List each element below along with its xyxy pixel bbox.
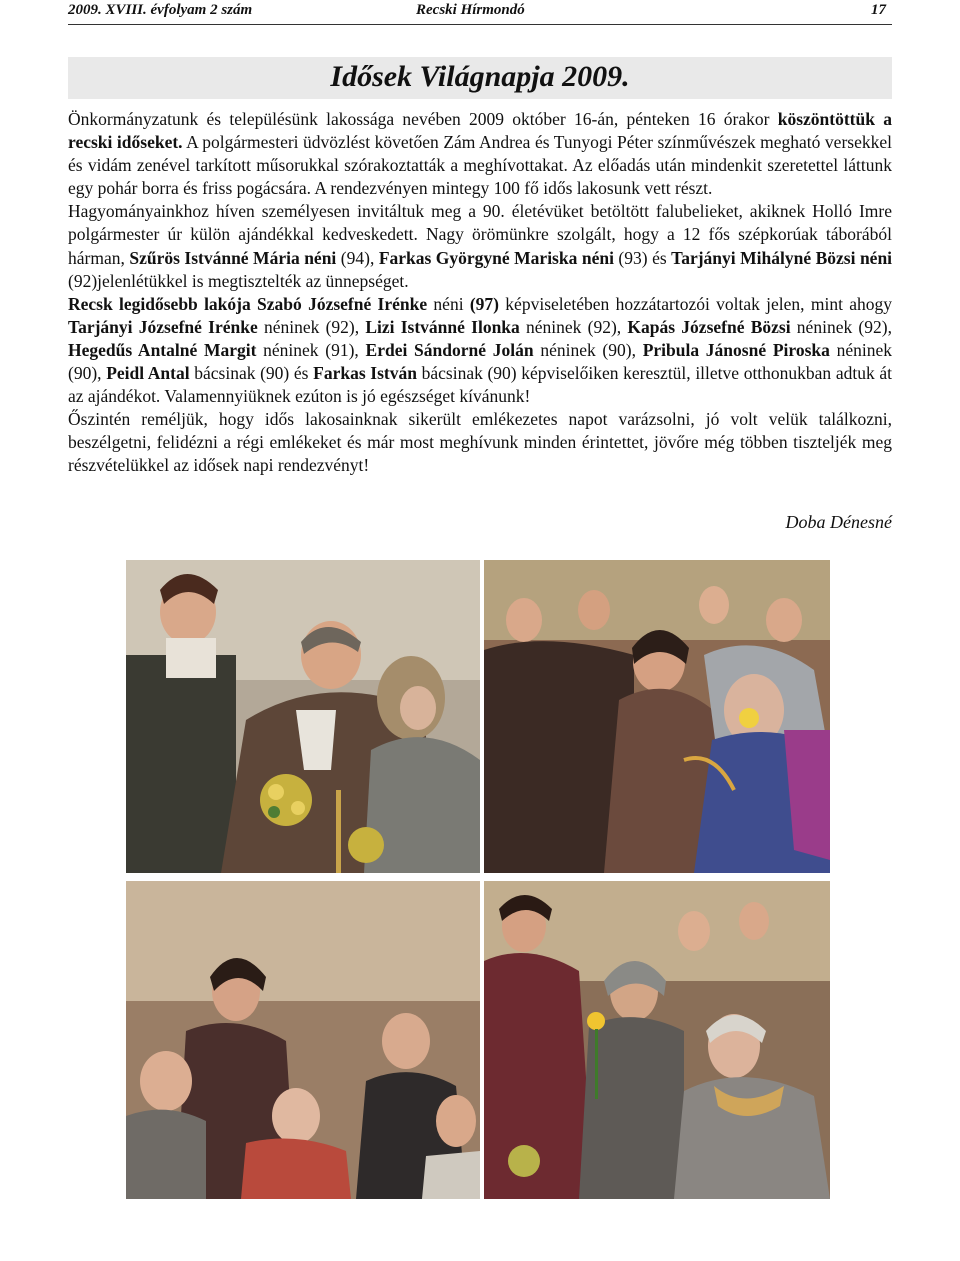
paragraph-text: bácsinak (90) és bbox=[189, 363, 314, 384]
photo-flower-gift bbox=[484, 560, 830, 873]
title-bar bbox=[68, 57, 892, 99]
bold-name-text: Peidl Antal bbox=[106, 363, 190, 384]
bold-name-text: Recsk legidősebb lakója Szabó Józsefné Irénke bbox=[68, 293, 428, 314]
paragraph-text: (94), bbox=[336, 247, 379, 268]
bold-name-text: Pribula Jánosné Piroska bbox=[642, 339, 830, 360]
page-header bbox=[68, 0, 892, 25]
article-body bbox=[68, 108, 892, 478]
newspaper-name: Recski Hírmondó bbox=[416, 2, 525, 18]
article-paragraph bbox=[68, 200, 892, 292]
paragraph-text: néninek (92), bbox=[519, 316, 628, 337]
article-title: Idősek Világnapja 2009. bbox=[330, 60, 630, 93]
article-paragraph bbox=[68, 108, 892, 200]
bold-name-text: Lizi Istvánné Ilonka bbox=[365, 316, 520, 337]
photo-mayor-greeting bbox=[126, 560, 480, 873]
bold-name-text: Farkas István bbox=[313, 363, 417, 384]
paragraph-text: néninek (92), bbox=[790, 316, 892, 337]
paragraph-text: néninek (92), bbox=[257, 316, 366, 337]
paragraph-text: Őszintén reméljük, hogy idős lakosainknak sikerült emlékezetes napot varázsolni, jó volt velük találkozni, beszélgetni, felidézni a régi emlékeket és már most meghívunk minden érintettet, jövőre még többen tiszteljék meg részvételükkel az idősek napi rendezvényt! bbox=[68, 409, 892, 476]
photo-audience bbox=[126, 881, 480, 1199]
paragraph-text: néninek (90), bbox=[533, 339, 643, 360]
issue-info: 2009. XVIII. évfolyam 2 szám bbox=[68, 2, 253, 18]
paragraph-text: (93) és bbox=[613, 247, 672, 268]
article-paragraph bbox=[68, 408, 892, 477]
paragraph-text: Önkormányzatunk és településünk lakossága nevében 2009 október 16-án, pénteken 16 órakor bbox=[68, 109, 778, 129]
photo-rose-gift bbox=[484, 881, 830, 1199]
paragraph-text: (92)jelenlétükkel is megtisztelték az ünnepséget. bbox=[68, 270, 409, 291]
paragraph-text: Hagyományainkhoz híven személyesen invitáltuk meg a 90. életévüket betöltött falubelieket, akiknek Holló Imre polgármester úr külön ajándékkal kedveskedett. Nagy örömünkre szolgált, hogy a 12 fős szépkorúak táborából hárman, bbox=[68, 201, 892, 268]
article-paragraph bbox=[68, 293, 892, 408]
paragraph-text: képviseletében hozzátartozói voltak jelen, mint ahogy bbox=[499, 293, 893, 314]
page-number: 17 bbox=[871, 2, 886, 18]
bold-name-text: Tarjányi Mihályné Bözsi néni bbox=[671, 247, 893, 268]
paragraph-text: A polgármesteri üdvözlést követően Zám Andrea és Tunyogi Péter színművészek megható versekkel és vidám zenével tarkított műsorukkal szórakoztatták a meghívottakat. Az előadás után mindenkit szeretettel láttunk egy pohár borra és friss pogácsára. A rendezvényen mintegy 100 fő idős lakosunk vett részt. bbox=[68, 132, 892, 199]
paragraph-text: néninek (91), bbox=[256, 339, 366, 360]
bold-name-text: Tarjányi Józsefné Irénke bbox=[68, 316, 258, 337]
bold-name-text: Kapás Józsefné Bözsi bbox=[627, 316, 791, 337]
paragraph-text: néni bbox=[427, 293, 470, 314]
bold-name-text: Hegedűs Antalné Margit bbox=[68, 339, 257, 360]
bold-name-text: Erdei Sándorné Jolán bbox=[365, 339, 534, 360]
bold-name-text: Szűrös Istvánné Mária néni bbox=[129, 247, 337, 268]
bold-name-text: köszöntöttük a recski időseket. bbox=[68, 109, 892, 153]
author-signature: Doba Dénesné bbox=[785, 512, 892, 532]
paragraph-text: néninek (90), bbox=[68, 339, 892, 384]
bold-name-text: (97) bbox=[469, 293, 500, 314]
paragraph-text: bácsinak (90) képviselőiken keresztül, illetve otthonukban adtuk át az ajándékot. Valamennyiüknek ezúton is jó egészséget kívánunk! bbox=[68, 363, 892, 407]
bold-name-text: Farkas Györgyné Mariska néni bbox=[378, 247, 614, 268]
